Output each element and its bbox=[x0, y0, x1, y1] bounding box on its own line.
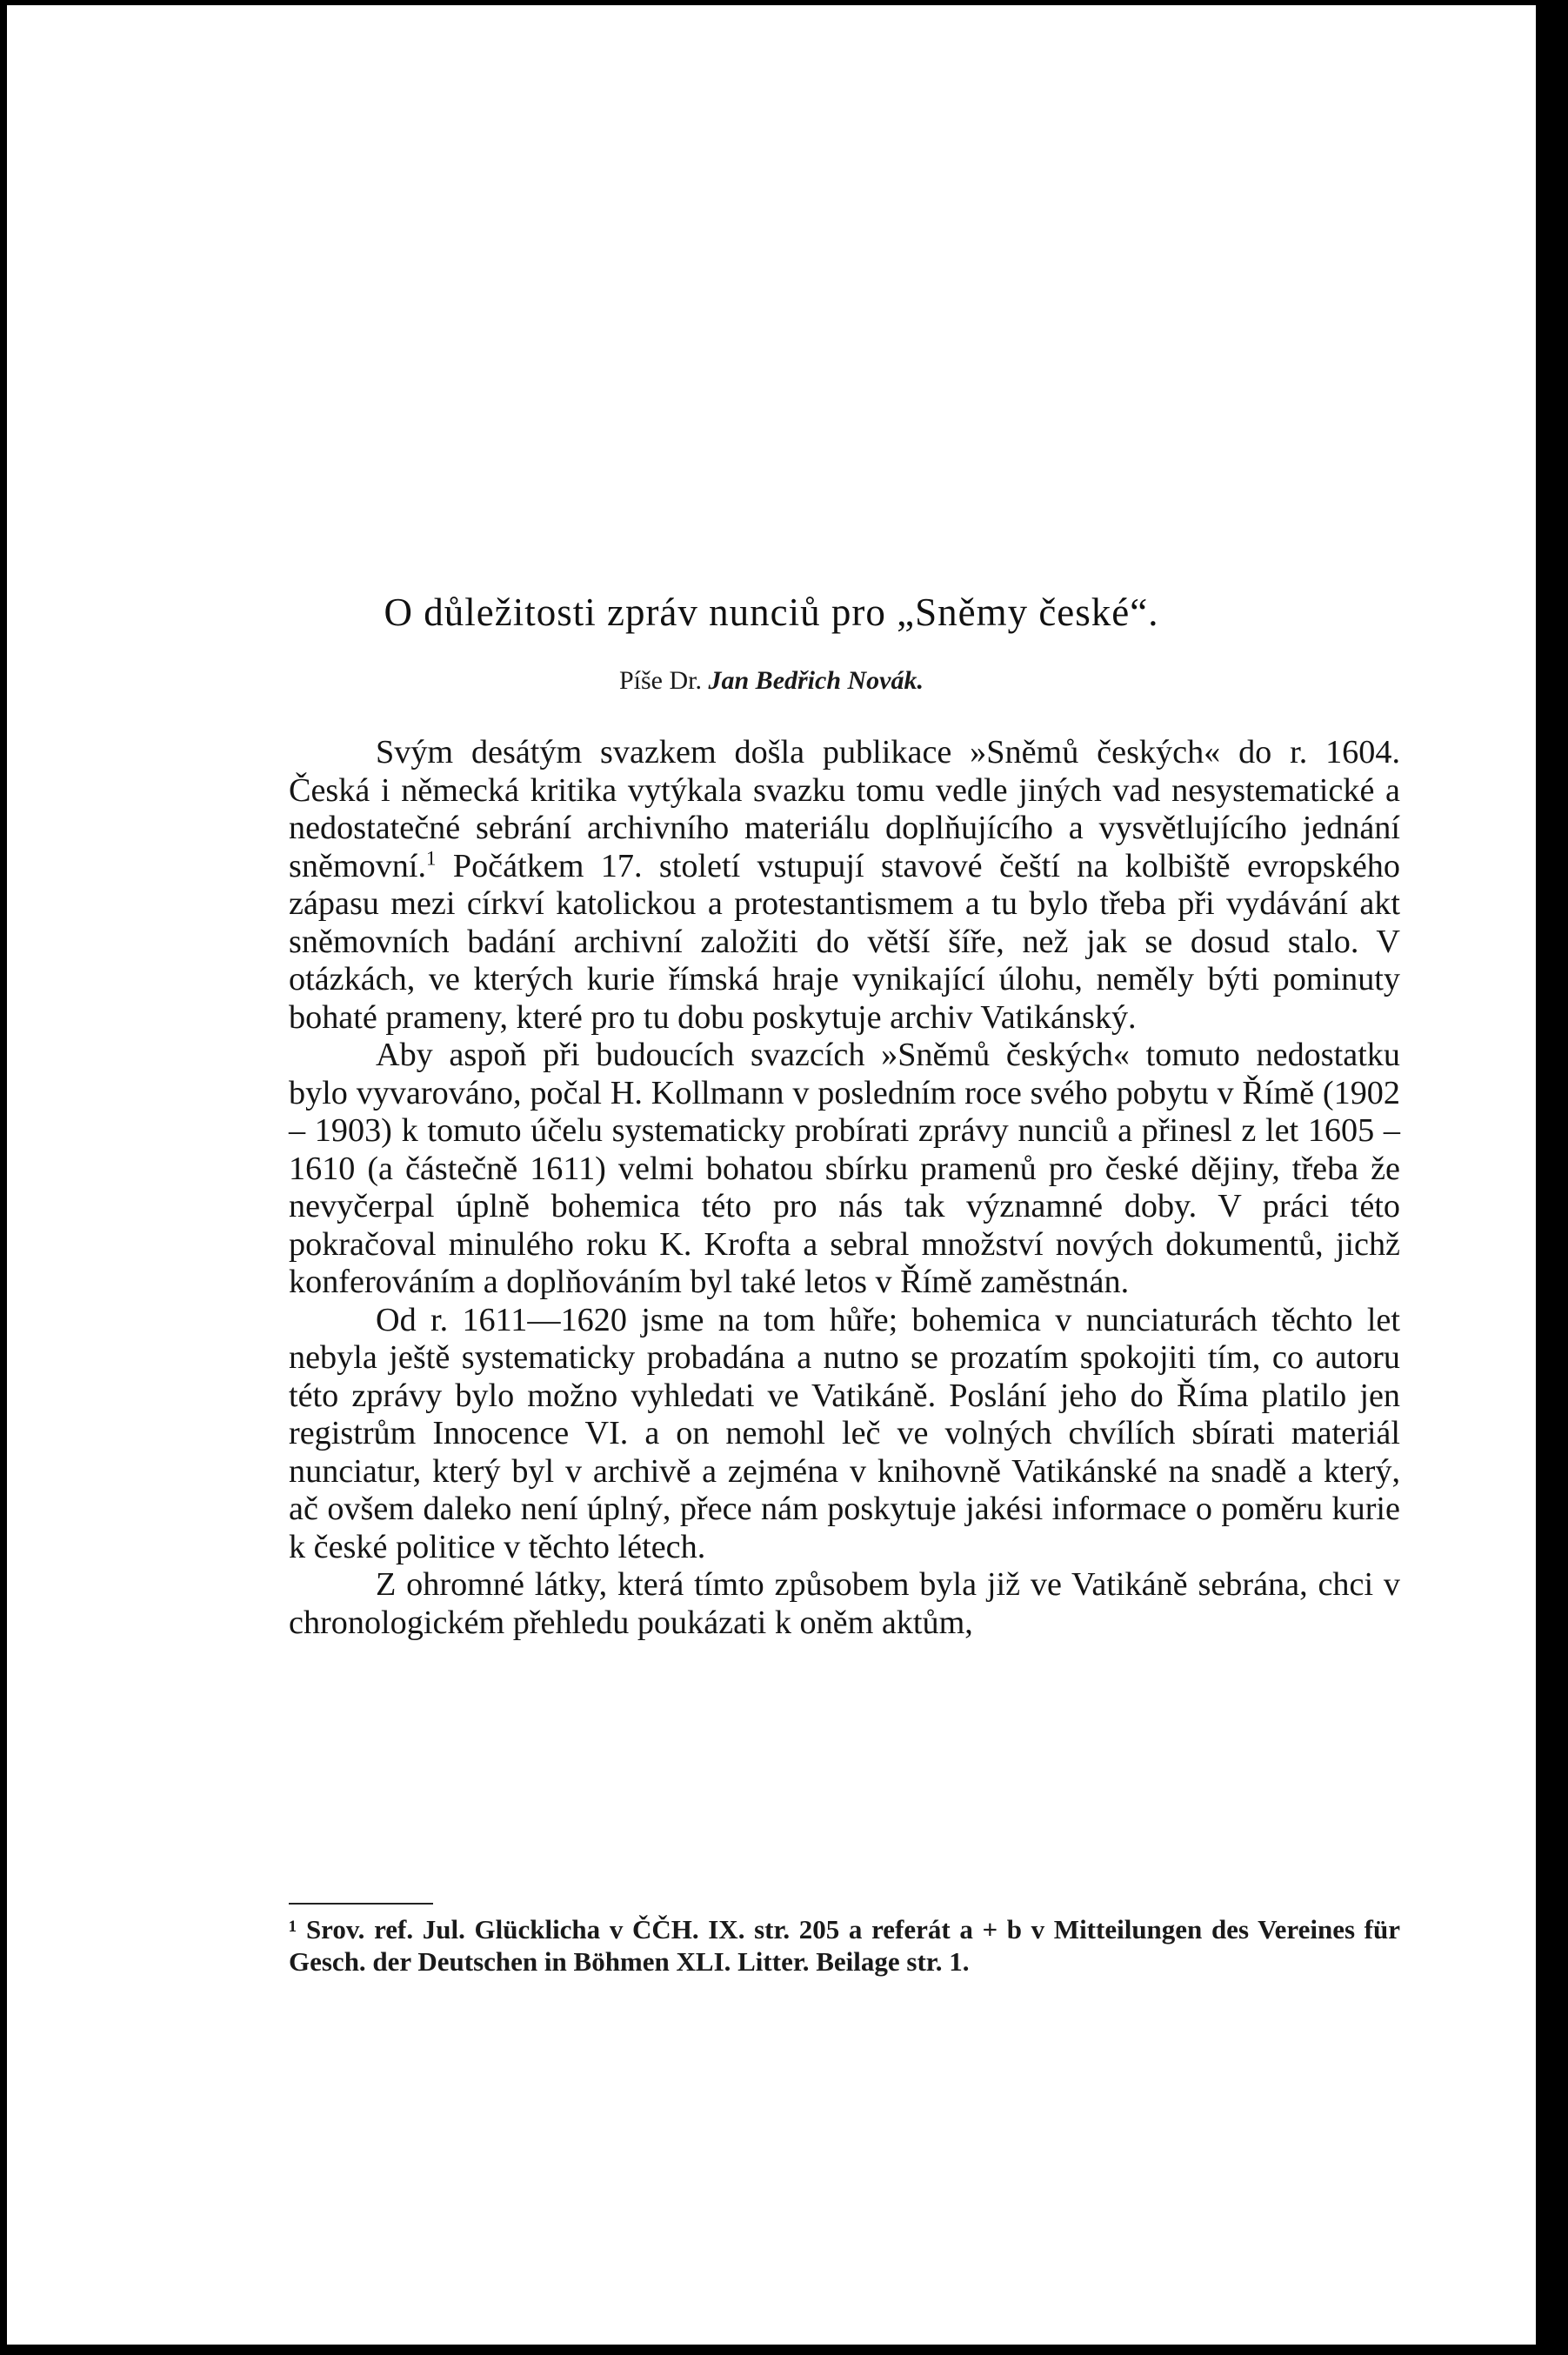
footnote-reference: 1 bbox=[426, 846, 437, 869]
byline bbox=[7, 666, 1536, 696]
byline-prefix: Píše Dr. bbox=[618, 666, 702, 695]
paragraph-3: Od r. 1611—1620 jsme na tom hůře; bohemica v nunciaturách těchto let nebyla ještě systematicky probadána a nutno se prozatím spokojiti tím, co autoru této zprávy bylo možno vyhledati ve Vatikáně. Poslání jeho do Říma platilo jen registrům Innocence VI. a on nemohl leč ve volných chvílích sbírati materiál nunciatur, který byl v archivě a zejména v knihovně Vatikánské na snadě a který, ač ovšem daleko není úplný, přece nám poskytuje jakési informace o poměru kurie k české politice v těchto létech. bbox=[289, 1301, 1400, 1565]
document-page bbox=[7, 5, 1536, 2345]
footnote bbox=[289, 1913, 1400, 1978]
footnote-mark: ¹ bbox=[289, 1914, 297, 1945]
paragraph-1 bbox=[289, 734, 1400, 1037]
footnote-divider bbox=[289, 1903, 433, 1905]
footnote-text: Srov. ref. Jul. Glücklicha v ČČH. IX. str. 205 a referát a + b v Mitteilungen des Vereines für Gesch. der Deutschen in Böhmen XLI. Litter. Beilage str. 1. bbox=[289, 1914, 1400, 1977]
byline-author: Jan Bedřich Novák. bbox=[708, 666, 924, 695]
paragraph-2: Aby aspoň při budoucích svazcích »Sněmů českých« tomuto nedostatku bylo vyvarováno, počal H. Kollmann v posledním roce svého pobytu v Římě (1902 – 1903) k tomuto účelu systematicky probírati zprávy nunciů a přinesl z let 1605 – 1610 (a částečně 1611) velmi bohatou sbírku pramenů pro české dějiny, třeba že nevyčerpal úplně bohemica této pro nás tak významné doby. V práci této pokračoval minulého roku K. Krofta a sebral množství nových dokumentů, jichž konferováním a doplňováním byl také letos v Římě zaměstnán. bbox=[289, 1037, 1400, 1300]
article-title: O důležitosti zpráv nunciů pro „Sněmy české“. bbox=[384, 590, 1159, 634]
paragraph-4: Z ohromné látky, která tímto způsobem byla již ve Vatikáně sebrána, chci v chronologickém přehledu poukázati k oněm aktům, bbox=[289, 1566, 1400, 1641]
paragraph-1-text-a: Svým desátým svazkem došla publikace »Sněmů českých« do r. 1604. Česká i německá kritika vytýkala svazku tomu vedle jiných vad nesystematické a nedostatečné sebrání archivního materiálu doplňujícího a vysvětlujícího jednání sněmovní. bbox=[289, 734, 1400, 884]
scan-border-right bbox=[1538, 0, 1568, 2355]
article-body bbox=[289, 734, 1400, 1642]
paragraph-1-text-b: Počátkem 17. století vstupují stavové čeští na kolbiště evropského zápasu mezi církví katolickou a protestantismem a tu bylo třeba při vydávání akt sněmovních badání archivní založiti do větší šíře, než jak se dosud stalo. V otázkách, ve kterých kurie římská hraje vynikající úlohu, neměly býti pominuty bohaté prameny, které pro tu dobu poskytuje archiv Vatikánský. bbox=[289, 847, 1400, 1036]
